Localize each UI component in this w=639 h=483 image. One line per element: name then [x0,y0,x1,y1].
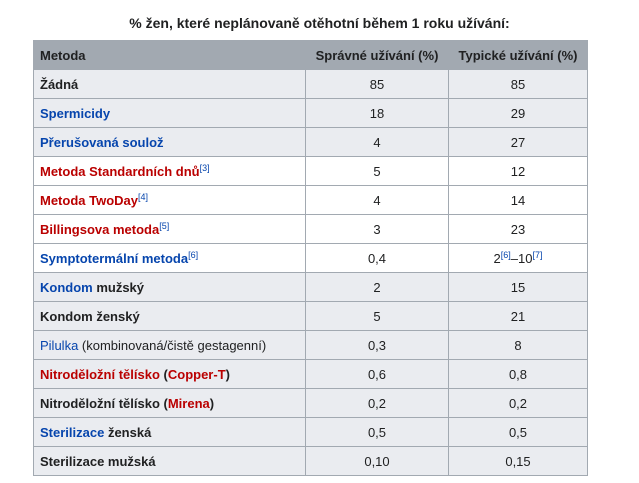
table-row [34,186,588,215]
correct-value: 0,5 [306,418,449,447]
method-link[interactable]: Přerušovaná soulož [40,134,164,150]
method-name-part: ( [159,366,168,382]
table-row [34,157,588,186]
correct-value: 0,4 [306,244,449,273]
method-name: Žádná [34,70,306,99]
correct-value: 4 [306,128,449,157]
header-method: Metoda [34,41,306,70]
correct-value: 3 [306,215,449,244]
typical-value: 12 [449,157,588,186]
method-link[interactable]: Pilulka [40,337,79,353]
method-link[interactable]: Mirena [167,395,210,411]
method-link[interactable]: Billingsova metoda [40,221,160,237]
table-row [34,302,588,331]
method-link[interactable]: Sterilizace [40,424,105,440]
typical-value: 0,2 [449,389,588,418]
header-correct-use: Správné užívání (%) [306,41,449,70]
typical-value: 27 [449,128,588,157]
method-link[interactable]: Symptotermální metoda [40,250,189,266]
table-row [34,128,588,157]
table-row [34,360,588,389]
typical-range-high: 10 [518,250,533,266]
table-header-row [34,41,588,70]
table-row [34,273,588,302]
table-row [34,331,588,360]
method-name-suffix: (kombinovaná/čistě gestagenní) [78,337,267,353]
method-name-suffix: mužský [92,279,145,295]
method-name-suffix: ženská [104,424,152,440]
method-link[interactable]: Copper-T [167,366,226,382]
correct-value: 5 [306,302,449,331]
method-name: Sterilizace mužská [34,447,306,476]
reference-link[interactable]: [4] [138,191,149,202]
typical-value: 21 [449,302,588,331]
typical-value: 29 [449,99,588,128]
typical-value: 15 [449,273,588,302]
typical-value: 23 [449,215,588,244]
typical-value: 85 [449,70,588,99]
method-link[interactable]: Nitroděložní tělísko [40,366,160,382]
table-row [34,99,588,128]
correct-value: 18 [306,99,449,128]
table-row [34,447,588,476]
reference-link[interactable]: [7] [532,249,543,260]
method-link[interactable]: Metoda Standardních dnů [40,163,200,179]
table-row [34,389,588,418]
reference-link[interactable]: [6] [188,249,199,260]
reference-link[interactable]: [5] [159,220,170,231]
correct-value: 0,6 [306,360,449,389]
reference-link[interactable]: [3] [199,162,210,173]
correct-value: 0,3 [306,331,449,360]
table-row [34,418,588,447]
method-name-part: ) [209,395,215,411]
typical-value: 0,15 [449,447,588,476]
correct-value: 0,10 [306,447,449,476]
table-row [34,244,588,273]
contraception-table [33,40,588,476]
typical-value: 0,8 [449,360,588,389]
correct-value: 5 [306,157,449,186]
method-link[interactable]: Metoda TwoDay [40,192,138,208]
typical-value: 8 [449,331,588,360]
reference-link[interactable]: [6] [500,249,511,260]
method-name: Kondom ženský [34,302,306,331]
correct-value: 4 [306,186,449,215]
header-typical-use: Typické užívání (%) [449,41,588,70]
method-link[interactable]: Spermicidy [40,105,111,121]
table-row [34,70,588,99]
method-name-part: Nitroděložní tělísko ( [40,395,168,411]
typical-range-low: 2 [493,250,501,266]
method-link[interactable]: Kondom [40,279,93,295]
typical-value: 0,5 [449,418,588,447]
typical-value [449,244,588,273]
method-name-part: ) [225,366,230,382]
table-caption: % žen, které neplánovaně otěhotní během 1 roku užívání: [129,15,510,31]
correct-value: 85 [306,70,449,99]
correct-value: 2 [306,273,449,302]
correct-value: 0,2 [306,389,449,418]
table-row [34,215,588,244]
typical-value: 14 [449,186,588,215]
range-dash: – [510,250,518,266]
